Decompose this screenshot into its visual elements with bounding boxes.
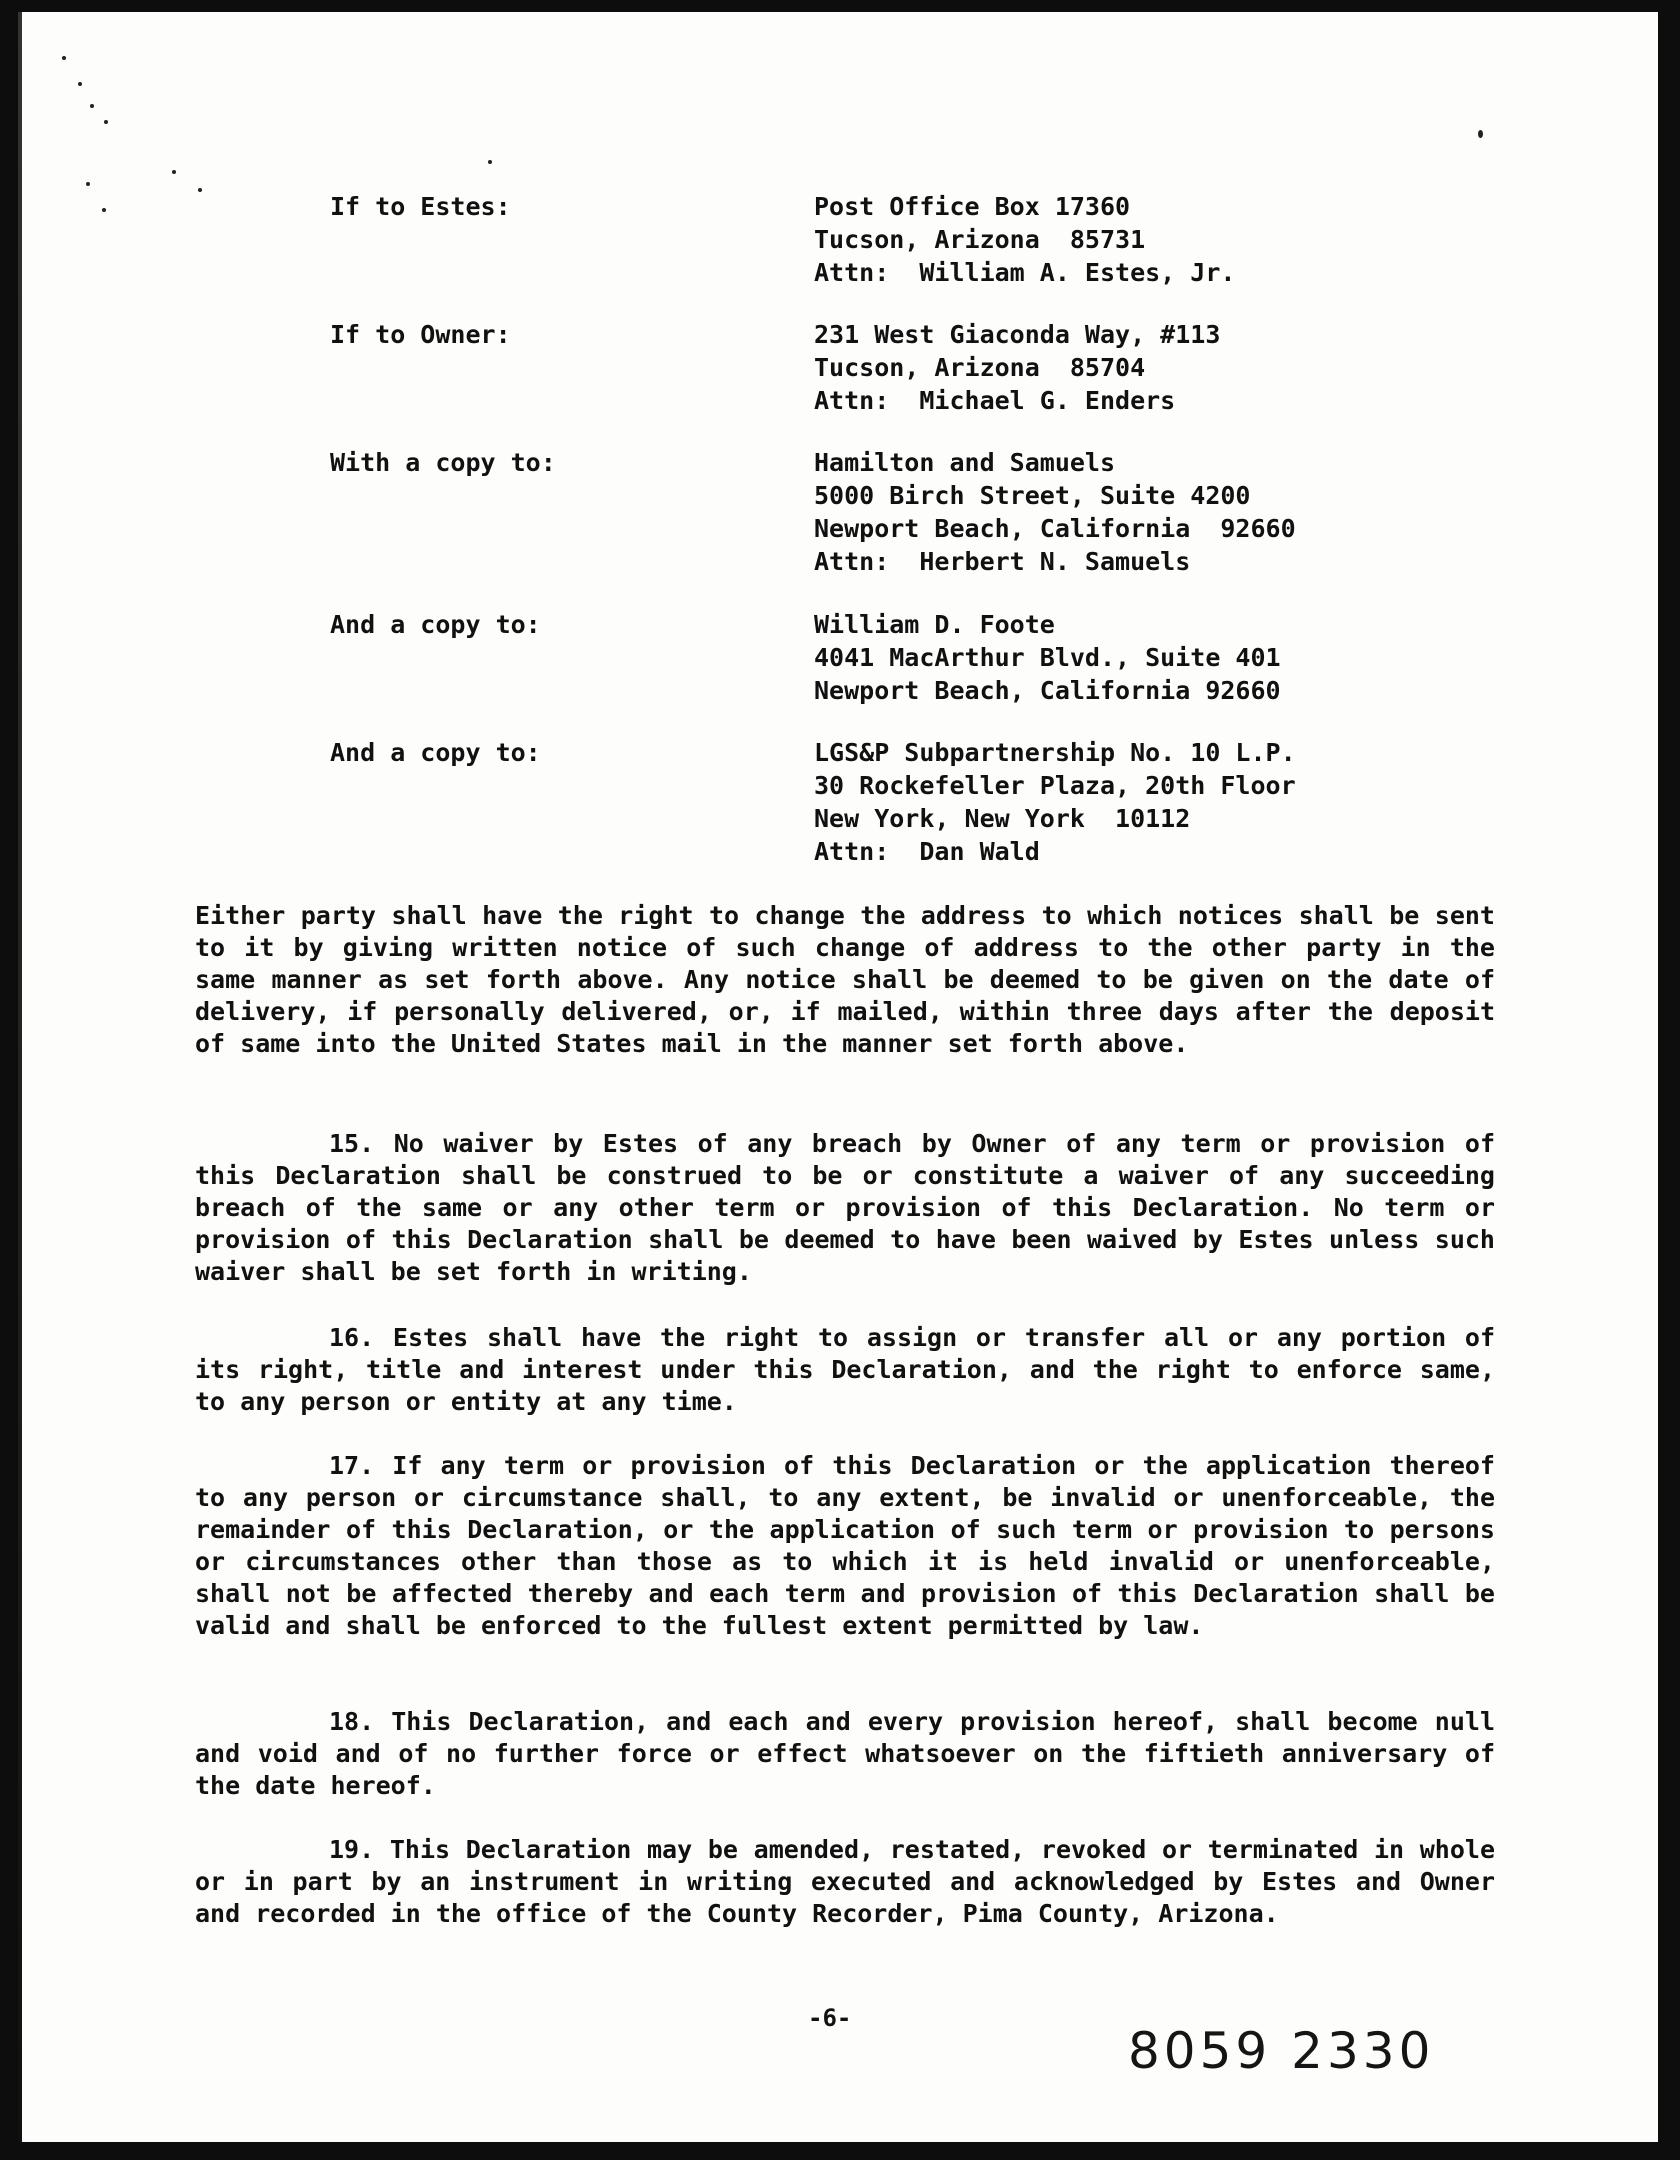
address-lines bbox=[814, 190, 1235, 289]
section-17 bbox=[195, 1450, 1495, 1642]
paragraph-text: 15. No waiver by Estes of any breach by Owner of any term or provision of this Declaration shall be construed to be or constitute a waiver of any succeeding breach of the same or any other term or provision of this Declaration. No term or provision of this Declaration shall be deemed to have been waived by Estes unless such waiver shall be set forth in writing. bbox=[195, 1129, 1495, 1286]
scan-speck bbox=[1478, 130, 1483, 138]
address-lines bbox=[814, 736, 1296, 868]
scan-speck bbox=[488, 160, 492, 164]
address-label: If to Owner: bbox=[330, 320, 511, 349]
paragraph-text: 18. This Declaration, and each and every provision hereof, shall become null and void and of no further force or effect whatsoever on the fiftieth anniversary of the date hereof. bbox=[195, 1707, 1495, 1800]
paragraph-text: 19. This Declaration may be amended, restated, revoked or terminated in whole or in part by an instrument in writing executed and acknowledged by Estes and Owner and recorded in the office of the County Recorder, Pima County, Arizona. bbox=[195, 1835, 1495, 1928]
address-line: Post Office Box 17360 bbox=[814, 192, 1131, 221]
scan-speck bbox=[172, 170, 176, 174]
address-lines bbox=[814, 608, 1281, 707]
document-number: 8059 2330 bbox=[1128, 2022, 1435, 2080]
paragraph-text: 17. If any term or provision of this Declaration or the application thereof to any person or circumstance shall, to any extent, be invalid or unenforceable, the remainder of this Declaration, or the application of such term or provision to persons or circumstances other than those as to which it is held invalid or unenforceable, shall not be affected thereby and each term and provision of this Declaration shall be valid and shall be enforced to the fullest extent permitted by law. bbox=[195, 1451, 1495, 1640]
address-line: 231 West Giaconda Way, #113 bbox=[814, 320, 1221, 349]
scan-speck bbox=[62, 56, 66, 60]
scan-speck bbox=[104, 120, 108, 124]
section-16 bbox=[195, 1322, 1495, 1418]
address-line: Attn: Herbert N. Samuels bbox=[814, 547, 1191, 576]
address-line: Newport Beach, California 92660 bbox=[814, 514, 1296, 543]
address-line: Attn: Michael G. Enders bbox=[814, 386, 1176, 415]
address-line: Tucson, Arizona 85731 bbox=[814, 225, 1146, 254]
address-lines bbox=[814, 446, 1296, 578]
scan-speck bbox=[86, 182, 90, 186]
document-page bbox=[18, 12, 1658, 2142]
address-line: LGS&P Subpartnership No. 10 L.P. bbox=[814, 738, 1296, 767]
address-label: With a copy to: bbox=[330, 448, 556, 477]
address-line: Newport Beach, California 92660 bbox=[814, 676, 1281, 705]
paragraph-text: 16. Estes shall have the right to assign or transfer all or any portion of its right, title and interest under this Declaration, and the right to enforce same, to any person or entity at any time. bbox=[195, 1323, 1495, 1416]
scan-speck bbox=[102, 208, 106, 212]
address-label: And a copy to: bbox=[330, 738, 541, 767]
address-label: And a copy to: bbox=[330, 610, 541, 639]
scan-speck bbox=[198, 188, 202, 192]
scan-speck bbox=[90, 104, 94, 108]
scan-edge bbox=[18, 12, 22, 2142]
address-line: Tucson, Arizona 85704 bbox=[814, 353, 1146, 382]
address-line: Attn: Dan Wald bbox=[814, 837, 1040, 866]
section-19 bbox=[195, 1834, 1495, 1930]
address-label: If to Estes: bbox=[330, 192, 511, 221]
notice-paragraph bbox=[195, 900, 1495, 1060]
address-line: Attn: William A. Estes, Jr. bbox=[814, 258, 1236, 287]
address-line: William D. Foote bbox=[814, 610, 1055, 639]
section-15 bbox=[195, 1128, 1495, 1288]
address-line: New York, New York 10112 bbox=[814, 804, 1191, 833]
address-line: 4041 MacArthur Blvd., Suite 401 bbox=[814, 643, 1281, 672]
scan-speck bbox=[78, 82, 82, 86]
address-line: 30 Rockefeller Plaza, 20th Floor bbox=[814, 771, 1296, 800]
paragraph-text: Either party shall have the right to change the address to which notices shall be sent to it by giving written notice of such change of address to the other party in the same manner as set forth above. Any notice shall be deemed to be given on the date of delivery, if personally delivered, or, if mailed, within three days after the deposit of same into the United States mail in the manner set forth above. bbox=[195, 901, 1495, 1058]
address-line: 5000 Birch Street, Suite 4200 bbox=[814, 481, 1251, 510]
address-lines bbox=[814, 318, 1220, 417]
section-18 bbox=[195, 1706, 1495, 1802]
address-line: Hamilton and Samuels bbox=[814, 448, 1116, 477]
page-number: -6- bbox=[808, 2004, 852, 2032]
